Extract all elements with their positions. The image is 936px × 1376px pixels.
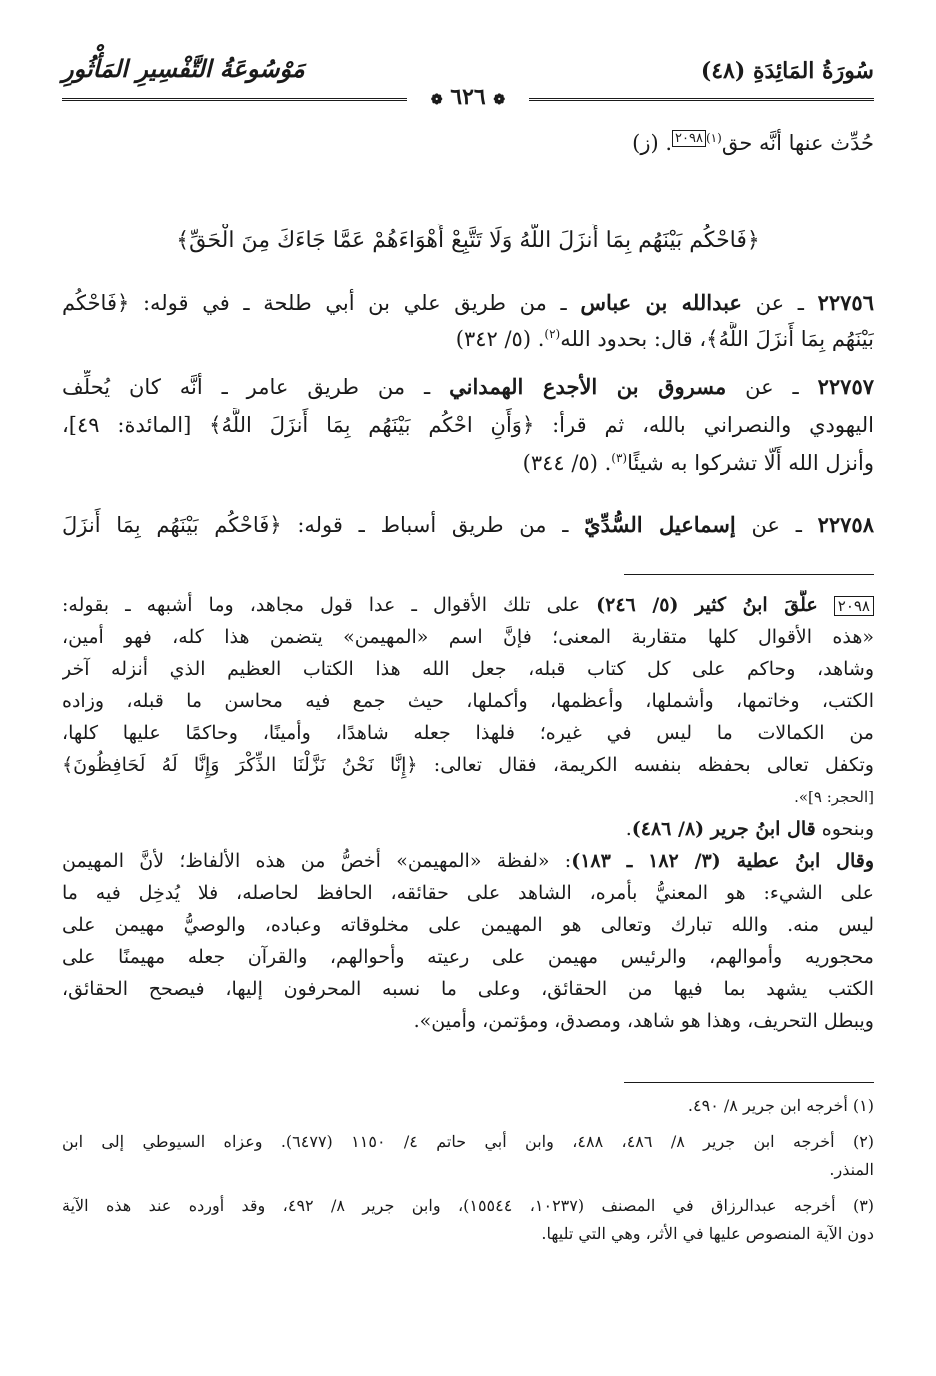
book-title: مَوْسُوعَةُ التَّفْسِيرِ المَأْثُورِ (62, 54, 305, 83)
commentary-divider (624, 574, 874, 575)
page (62, 52, 874, 1342)
narration-22756-line2: بَيْنَهُم بِمَا أَنزَلَ اللَّهُ﴾، قال: بحدود الله$^{(٢)}$. (٥/ ٣٤٢) (455, 327, 874, 351)
footnote-2-line1: (٢) أخرجه ابن جرير ٨/ ٤٨٦، ٤٨٨، وابن أبي حاتم ٤/ ١١٥٠ (٦٤٧٧). وعزاه السيوطي إلى ابن (62, 1132, 874, 1151)
narration-22757-line1: ٢٢٧٥٧ ـ عن مسروق بن الأجدع الهمداني ـ من طريق عامر ـ أنَّه كان يُحلِّف (62, 374, 874, 399)
commentary-line4: الكتب، وخاتمها، وأشملها، وأعظمها، وأكملها، حيث جمع فيه محاسن ما قبله، وزاده (62, 690, 874, 712)
commentary-line13: الكتب يشهد بما فيها من الحقائق، وعلى ما نسبه المحرفون إليها، فيصحح الحقائق، (62, 978, 874, 1000)
page-header (62, 52, 874, 112)
intro-line: حُدِّث عنها أنَّه حق$^{(١)٢٠٩٨}$. (ز) (632, 131, 874, 155)
commentary-line14: ويبطل التحريف، وهذا هو شاهد، ومصدق، ومؤتمن، وأمين». (413, 1010, 874, 1032)
verse-heading: ﴿فَاحْكُم بَيْنَهُم بِمَا أَنزَلَ اللَّهُ وَلَا تَتَّبِعْ أَهْوَاءَهُمْ عَمَّا جَاءَكَ مِنَ الْحَقِّ﴾ (176, 228, 760, 253)
header-rule-right (529, 98, 874, 101)
surah-title: سُورَةُ المَائِدَةِ (٤٨) (700, 58, 874, 84)
commentary-line1: ٢٠٩٨ علَّقَ ابنُ كثير (٥/ ٢٤٦) على تلك الأقوال ـ عدا قول مجاهد، وما أشبهه ـ بقوله: (62, 590, 874, 620)
commentary-line9: وقال ابنُ عطية (٣/ ١٨٢ ـ ١٨٣): «لفظة «المهيمن» أخصُّ من هذه الألفاظ؛ لأنَّ المهيمن (62, 850, 874, 872)
page-number (431, 84, 505, 110)
page-number-value: ٦٢٦ (450, 84, 486, 110)
narration-22757-line2: اليهودي والنصراني بالله، ثم قرأ: ﴿وَأَنِ احْكُم بَيْنَهُم بِمَا أَنزَلَ اللَّهُ﴾ [المائدة: ٤٩]، (62, 413, 874, 437)
commentary-line2: «هذه الأقوال كلها متقاربة المعنى؛ فإنَّ اسم «المهيمن» يتضمن هذا كله، فهو أمين، (62, 626, 874, 648)
footnote-divider (624, 1082, 874, 1083)
commentary-line7: [الحجر: ٩]». (794, 788, 874, 806)
narration-22757-line3: وأنزل الله أَلّا تشركوا به شيئًا$^{(٣)}$. (٥/ ٣٤٤) (522, 451, 874, 475)
commentary-line3: وشاهد، وحاكم على كل كتاب قبله، جعل الله هذا الكتاب العظيم الذي أنزله آخر (62, 658, 874, 680)
footnote-1: (١) أخرجه ابن جرير ٨/ ٤٩٠. (687, 1096, 874, 1115)
commentary-ref-box: ٢٠٩٨ (834, 596, 874, 616)
commentary-line10: على الشيء: هو المعنيُّ بأمره، الشاهد على حقائقه، الحافظ لحاصله، فلا يُدخِل فيه ما (62, 882, 874, 904)
narration-22756-line1: ٢٢٧٥٦ ـ عن عبدالله بن عباس ـ من طريق علي بن أبي طلحة ـ في قوله: ﴿فَاحْكُم (62, 290, 874, 315)
ornament-icon: ❁ (430, 92, 443, 108)
footnote-3-line1: (٣) أخرجه عبدالرزاق في المصنف (١٠٢٣٧، ١٥٥٤٤)، وابن جرير ٨/ ٤٩٢، وقد أورده عند هذه الآية (62, 1196, 874, 1215)
commentary-line8: وبنحوه قال ابنُ جرير (٨/ ٤٨٦). (625, 818, 874, 840)
commentary-line5: من الكمالات ما ليس في غيره؛ فلهذا جعله شاهدًا، وأمينًا، وحاكمًا عليها كلها، (62, 722, 874, 744)
footnote-2-line2: المنذر. (829, 1160, 874, 1179)
commentary-line11: ليس منه. والله تبارك وتعالى هو المهيمن على مخلوقاته وعباده، والوصيُّ مهيمن على (62, 914, 874, 936)
commentary-line12: محجوريه وأموالهم، والرئيس مهيمن على رعيته وأحوالهم، والقرآن جعله مهيمنًا على (62, 946, 874, 968)
ornament-icon: ❁ (493, 92, 506, 108)
narration-22758-line1: ٢٢٧٥٨ ـ عن إسماعيل السُّدِّيّ ـ من طريق أسباط ـ قوله: ﴿فَاحْكُم بَيْنَهُم بِمَا أَنزَلَ (62, 512, 874, 537)
header-rule-left (62, 98, 407, 101)
commentary-line6: وتكفل تعالى بحفظه بنفسه الكريمة، فقال تعالى: ﴿إِنَّا نَحْنُ نَزَّلْنَا الذِّكْرَ وَإِنَّا لَهُ لَحَافِظُونَ﴾ (62, 754, 874, 776)
footnote-3-line2: دون الآية المنصوص عليها في الأثر، وهي التي تليها. (541, 1224, 874, 1243)
commentary-ref-box: ٢٠٩٨ (672, 130, 706, 147)
